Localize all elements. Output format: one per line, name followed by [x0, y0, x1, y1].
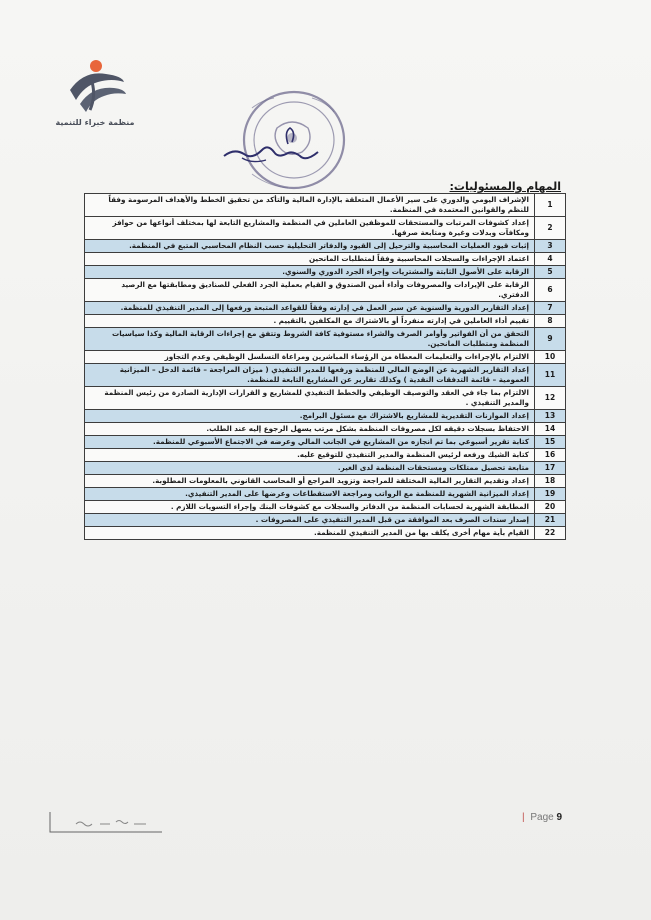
task-number: 13	[535, 410, 566, 423]
task-number: 4	[535, 253, 566, 266]
table-row	[85, 514, 566, 527]
task-text: الإشراف اليومي والدوري على سير الأعمال المتعلقة بالإدارة المالية والتأكد من تحقيق الخطط والأهداف المرسومة وفقاً للنظم والقوانين المعتمدة في المنظمة.	[85, 194, 535, 217]
table-row	[85, 527, 566, 540]
task-text: الرقابة على الأصول الثابتة والمشتريات وإجراء الجرد الدوري والسنوي.	[85, 266, 535, 279]
responsibilities-table	[84, 193, 566, 540]
task-text: الالتزام بما جاء في العقد والتوصيف الوظيفي والخطط التنفيذي للمشاريع و القرارات الإدارية الصادرة من رئيس المنظمة والمدير التنفيذي .	[85, 387, 535, 410]
table-row	[85, 253, 566, 266]
table-row	[85, 279, 566, 302]
task-text: اعتماد الإجراءات والسجلات المحاسبية وفقاً لمتطلبات المانحين	[85, 253, 535, 266]
page-number: 9	[556, 812, 563, 823]
task-text: إعداد التقارير الدورية والسنوية عن سير العمل في إدارته وفقاً للقواعد المتبعة ورفعها إلى المدير التنفيذي للمنظمة.	[85, 302, 535, 315]
table-row	[85, 266, 566, 279]
task-text: الرقابة على الإيرادات والمصروفات وأداء أمين الصندوق و القيام بعملية الجرد الفعلي للصناديق ومطابقتها مع الرصيد الدفتري.	[85, 279, 535, 302]
table-row	[85, 364, 566, 387]
table-row	[85, 462, 566, 475]
page-footer	[522, 812, 562, 823]
task-number: 8	[535, 315, 566, 328]
task-number: 15	[535, 436, 566, 449]
table-row	[85, 302, 566, 315]
table-row	[85, 351, 566, 364]
page-label: Page	[530, 812, 554, 823]
task-text: إثبات قيود العمليات المحاسبية والترحيل إلى القيود والدفاتر التحليلية حسب النظام المحاسبي المتبع في المنظمة.	[85, 240, 535, 253]
task-text: القيام بأية مهام أخرى يكلف بها من المدير التنفيذي للمنظمة.	[85, 527, 535, 540]
task-number: 6	[535, 279, 566, 302]
table-row	[85, 488, 566, 501]
footer-separator: |	[522, 812, 525, 823]
table-row	[85, 194, 566, 217]
table-row	[85, 217, 566, 240]
task-text: تقييم أداء العاملين في إدارته منفرداً أو بالاشتراك مع المكلفين بالتقييم .	[85, 315, 535, 328]
task-text: كتابة الشيك ورفعه لرئيس المنظمة والمدير التنفيذي للتوقيع عليه.	[85, 449, 535, 462]
table-row	[85, 240, 566, 253]
table-row	[85, 328, 566, 351]
org-logo-icon	[62, 52, 132, 122]
table-row	[85, 436, 566, 449]
handwritten-mark-icon	[46, 808, 166, 836]
task-number: 17	[535, 462, 566, 475]
task-text: التحقق من أن الفواتير وأوامر الصرف والشراء مستوفية كافة الشروط وتتفق مع إجراءات الرقابة المالية وكذا سياسيات المنظمة ومتطلبات المانحين.	[85, 328, 535, 351]
task-text: الالتزام بالإجراءات والتعليمات المعطاة من الرؤساء المباشرين ومراعاة التسلسل الوظيفي وعدم التجاوز	[85, 351, 535, 364]
table-row	[85, 449, 566, 462]
task-number: 20	[535, 501, 566, 514]
official-seal-icon	[222, 88, 352, 206]
task-number: 12	[535, 387, 566, 410]
table-row	[85, 410, 566, 423]
task-text: إعداد كشوفات المرتبات والمستحقات للموظفين العاملين في المنظمة والمشاريع التابعة لها بمختلف أنواعها من حوافز ومكافآت وبدلات وغيرة ومتابعة صرفها.	[85, 217, 535, 240]
table-row	[85, 475, 566, 488]
task-number: 19	[535, 488, 566, 501]
task-number: 11	[535, 364, 566, 387]
task-text: المطابقة الشهرية لحسابات المنظمة من الدفاتر والسجلات مع كشوفات البنك وإجراء التسويات اللازم .	[85, 501, 535, 514]
task-number: 2	[535, 217, 566, 240]
task-number: 5	[535, 266, 566, 279]
task-number: 21	[535, 514, 566, 527]
task-number: 3	[535, 240, 566, 253]
task-text: الاحتفاظ بسجلات دقيقه لكل مصروفات المنظمة بشكل مرتب يسهل الرجوع إليه عند الطلب.	[85, 423, 535, 436]
task-text: إعداد الميزانية الشهرية للمنظمة مع الرواتب ومراجعة الاستقطاعات وعرضها على المدير التنفيذي.	[85, 488, 535, 501]
table-row	[85, 501, 566, 514]
task-text: كتابة تقرير أسبوعي بما تم انجازه من المشاريع في الجانب المالي وعرضه في الاجتماع الأسبوعي للمنظمة.	[85, 436, 535, 449]
table-row	[85, 423, 566, 436]
org-caption: منظمة خبراء للتنمية	[55, 118, 135, 127]
task-text: إعداد وتقديم التقارير المالية المختلفة للمراجعة وتزويد المراجع أو المحاسب القانوني بالمعلومات المطلوبة.	[85, 475, 535, 488]
task-number: 16	[535, 449, 566, 462]
task-number: 14	[535, 423, 566, 436]
task-number: 18	[535, 475, 566, 488]
section-heading: المهام والمسئوليات:	[449, 180, 561, 193]
table-row	[85, 387, 566, 410]
task-number: 1	[535, 194, 566, 217]
task-text: متابعة تحصيل ممتلكات ومستحقات المنظمة لدى الغير.	[85, 462, 535, 475]
task-number: 7	[535, 302, 566, 315]
task-text: إعداد الموازنات التقديرية للمشاريع بالاشتراك مع مسئول البرامج.	[85, 410, 535, 423]
task-text: إعداد التقارير الشهرية عن الوضع المالي للمنظمة ورفعها للمدير التنفيذي ( ميزان المراجعة – قائمة الدخل – الميزانية العمومية – قائمة التدفقات النقدية ) وكذلك تقارير عن المشاريع التابعة للمنظمة.	[85, 364, 535, 387]
task-number: 10	[535, 351, 566, 364]
task-number: 9	[535, 328, 566, 351]
task-number: 22	[535, 527, 566, 540]
task-text: إصدار سندات الصرف بعد الموافقة من قبل المدير التنفيذي على المصروفات .	[85, 514, 535, 527]
table-row	[85, 315, 566, 328]
